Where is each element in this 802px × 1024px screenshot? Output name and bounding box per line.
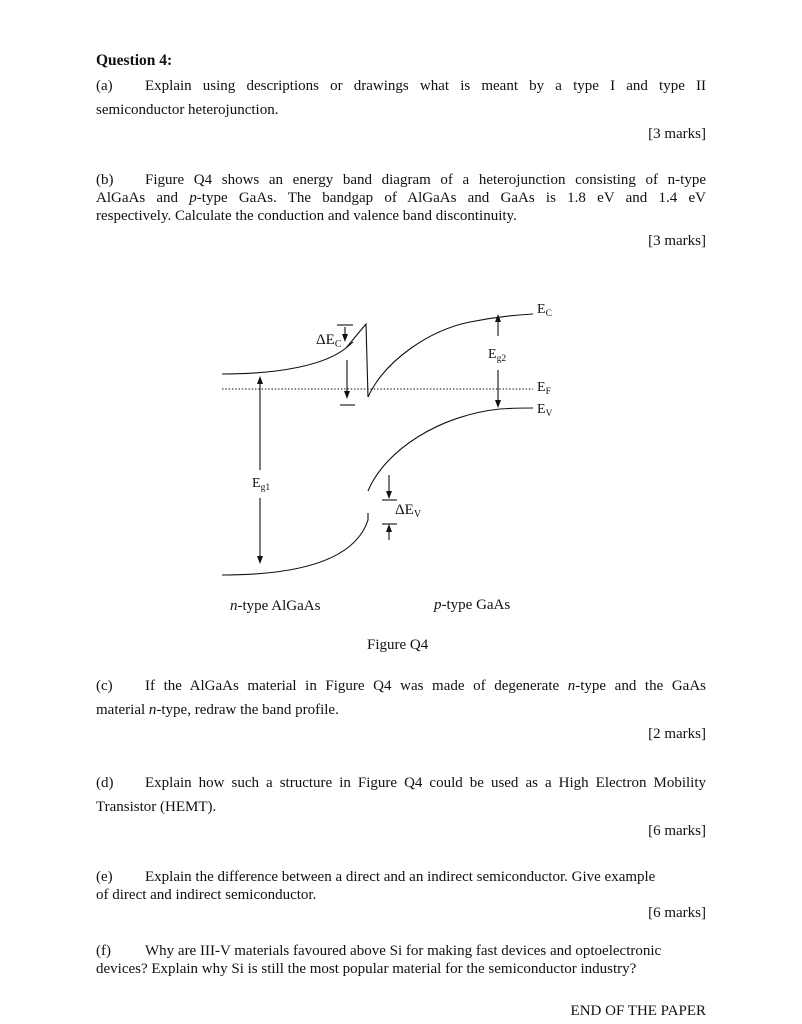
figure-caption: Figure Q4 bbox=[367, 637, 429, 653]
ec-label: $E_C$ bbox=[537, 302, 552, 319]
question-heading: Question 4: bbox=[96, 52, 173, 69]
part-c-label: (c) bbox=[96, 678, 113, 694]
part-d-label: (d) bbox=[96, 775, 114, 791]
p-type-label: p-type GaAs bbox=[434, 597, 511, 613]
ef-label: $E_F$ bbox=[537, 380, 551, 397]
delta-ev-label: $\Delta E_V$ bbox=[395, 502, 422, 520]
conduction-spike bbox=[346, 324, 368, 397]
part-e-marks: [6 marks] bbox=[648, 905, 706, 921]
delta-ec-label: $\Delta E_C$ bbox=[316, 332, 342, 350]
part-e-label: (e) bbox=[96, 869, 113, 885]
part-a-marks: [3 marks] bbox=[648, 126, 706, 142]
gaas-conduction-band bbox=[368, 314, 533, 397]
n-type-label: n-type AlGaAs bbox=[230, 598, 321, 614]
part-d-marks: [6 marks] bbox=[648, 823, 706, 839]
eg2-label: $E_{g2}$ bbox=[488, 347, 507, 364]
part-c-marks: [2 marks] bbox=[648, 726, 706, 742]
part-a-text: (a) Explain using descriptions or drawings what is meant by a type I and type II semiconductor heterojunction. bbox=[96, 78, 706, 118]
part-b-text: (b) Figure Q4 shows an energy band diagram of a heterojunction consisting of n-type AlGaAs and p-type GaAs. The bandgap of AlGaAs and GaAs is 1.8 eV and 1.4 eV respectively. Calculate the conduction and valence band discontinuity. bbox=[96, 172, 706, 224]
eg1-label: $E_{g1}$ bbox=[252, 476, 271, 493]
part-a-label: (a) bbox=[96, 78, 113, 94]
algaas-valence-band bbox=[222, 513, 368, 575]
part-d-text: (d) Explain how such a structure in Figure Q4 could be used as a High Electron Mobility Transistor (HEMT). bbox=[96, 775, 706, 815]
part-e-text: (e) Explain the difference between a direct and an indirect semiconductor. Give example of direct and indirect semiconductor. bbox=[96, 869, 656, 903]
part-c-text: (c) If the AlGaAs material in Figure Q4 was made of degenerate n-type and the GaAs material n-type, redraw the band profile. bbox=[96, 678, 706, 718]
gaas-valence-band bbox=[368, 408, 533, 491]
part-b-marks: [3 marks] bbox=[648, 233, 706, 249]
ev-label: $E_V$ bbox=[537, 402, 553, 419]
part-f-text: (f) Why are III-V materials favoured above Si for making fast devices and optoelectronic devices? Explain why Si is still the most popular material for the semiconductor industry? bbox=[96, 943, 662, 977]
part-b-label: (b) bbox=[96, 172, 114, 188]
end-of-paper: END OF THE PAPER bbox=[570, 1003, 706, 1019]
part-f-label: (f) bbox=[96, 943, 111, 959]
